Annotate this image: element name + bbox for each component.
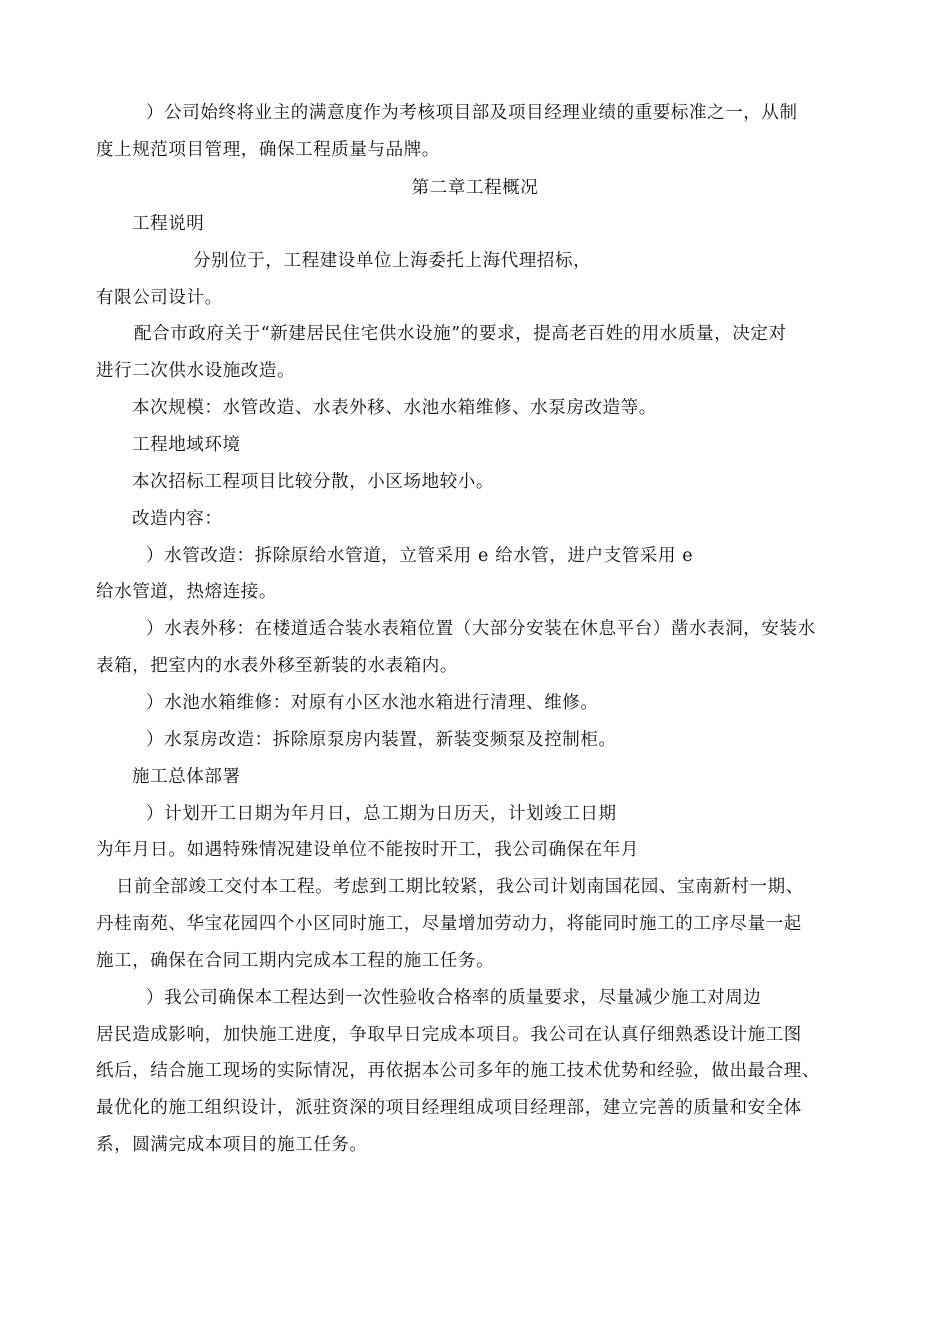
paragraph-line: 有限公司设计。 — [96, 288, 223, 308]
scope-line: 本次规模：水管改造、水表外移、水池水箱维修、水泵房改造等。 — [132, 398, 657, 418]
list-item-line: 居民造成影响，加快施工进度，争取早日完成本项目。我公司在认真仔细熟悉设计施工图 — [96, 1025, 802, 1045]
list-item-line: 表箱，把室内的水表外移至新装的水表箱内。 — [96, 656, 458, 676]
list-item-line: ）计划开工日期为年月日，总工期为日历天，计划竣工日期 — [146, 804, 617, 824]
list-item-line: 最优化的施工组织设计，派驻资深的项目经理组成项目经理部，建立完善的质量和安全体 — [96, 1098, 802, 1118]
section-heading-overall-deployment: 施工总体部署 — [132, 767, 241, 787]
list-item-line: 系，圆满完成本项目的施工任务。 — [96, 1135, 368, 1155]
list-item-line: ）水池水箱维修：对原有小区水池水箱进行清理、维修。 — [146, 693, 599, 713]
section-heading-project-description: 工程说明 — [132, 214, 205, 234]
list-item-line: 为年月日。如遇特殊情况建设单位不能按时开工，我公司确保在年月 — [96, 840, 639, 860]
list-item-line: 丹桂南苑、华宝花园四个小区同时施工，尽量增加劳动力，将能同时施工的工序尽量一起 — [96, 914, 802, 934]
paragraph-line: 分别位于，工程建设单位上海委托上海代理招标， — [193, 251, 592, 271]
section-heading-regional-environment: 工程地域环境 — [132, 435, 241, 455]
paragraph-line: 本次招标工程项目比较分散，小区场地较小。 — [132, 472, 494, 492]
intro-line-2: 度上规范项目管理，确保工程质量与品牌。 — [96, 140, 440, 160]
content-label: 改造内容： — [132, 509, 223, 529]
list-item-line: ）水泵房改造：拆除原泵房内装置，新装变频泵及控制柜。 — [146, 730, 617, 750]
list-item-line: 日前全部竣工交付本工程。考虑到工期比较紧，我公司计划南国花园、宝南新村一期、 — [116, 877, 804, 897]
paragraph-line: 配合市政府关于“新建居民住宅供水设施”的要求，提高老百姓的用水质量，决定对 — [134, 324, 787, 344]
list-item-line: ）水表外移：在楼道适合装水表箱位置（大部分安装在休息平台）凿水表洞，安装水 — [146, 619, 816, 639]
paragraph-line: 进行二次供水设施改造。 — [96, 361, 296, 381]
list-item-line: ）水管改造：拆除原给水管道，立管采用 e 给水管，进户支管采用 e — [146, 546, 694, 566]
list-item-line: 给水管道，热熔连接。 — [96, 582, 277, 602]
intro-line-1: ）公司始终将业主的满意度作为考核项目部及项目经理业绩的重要标准之一，从制 — [146, 103, 798, 123]
list-item-line: ）我公司确保本工程达到一次性验收合格率的质量要求，尽量减少施工对周边 — [146, 988, 762, 1008]
list-item-line: 纸后，结合施工现场的实际情况，再依据本公司多年的施工技术优势和经验，做出最合理、 — [96, 1061, 820, 1081]
list-item-line: 施工，确保在合同工期内完成本工程的施工任务。 — [96, 951, 495, 971]
chapter-title: 第二章工程概况 — [411, 178, 539, 198]
